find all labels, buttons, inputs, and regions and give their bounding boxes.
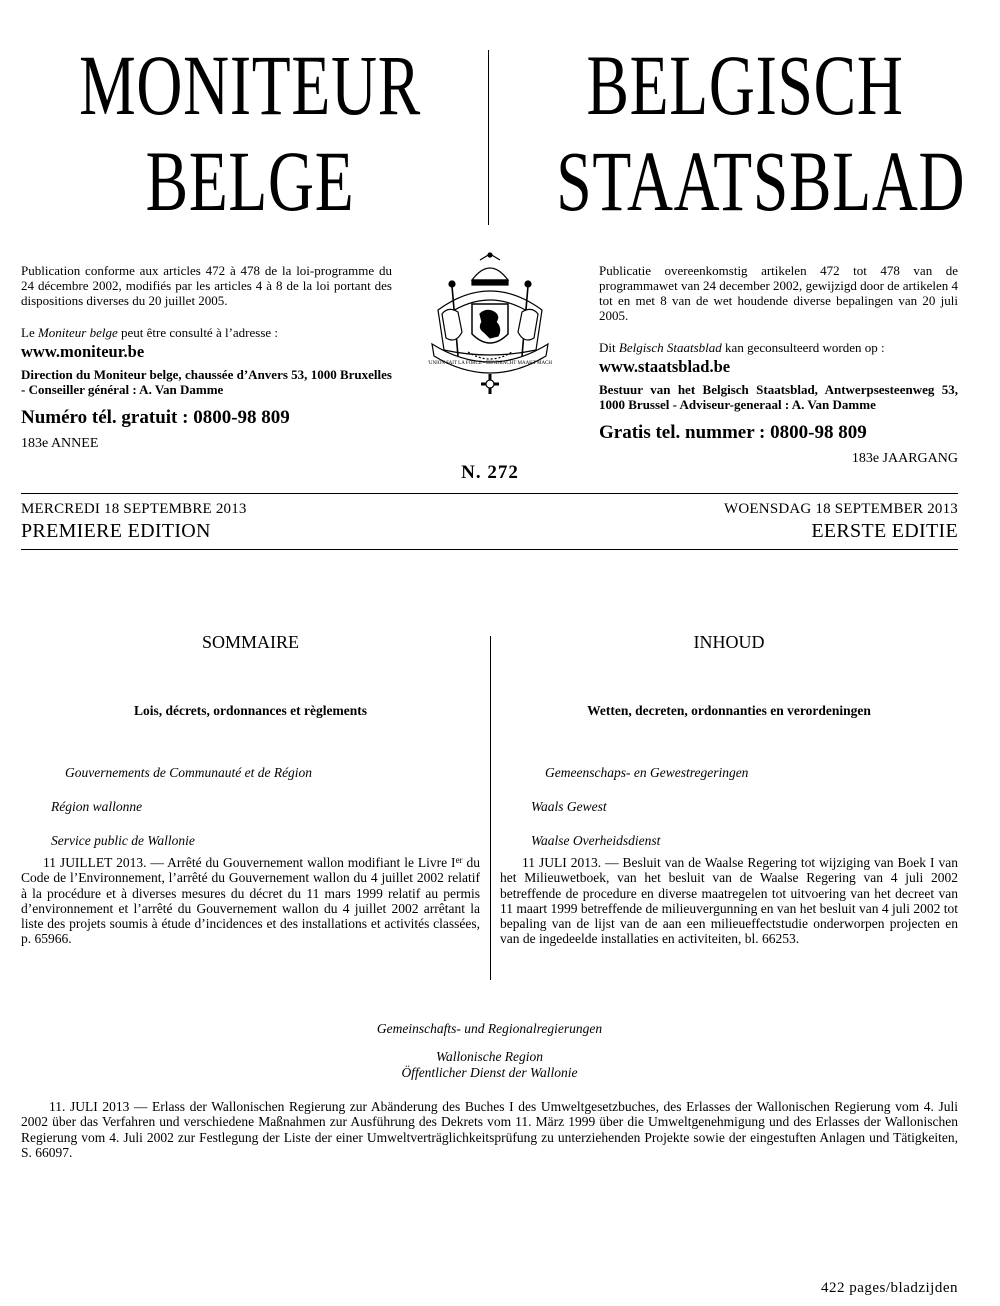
issue-number: N. 272 xyxy=(461,462,519,483)
direction-fr: Direction du Moniteur belge, chaussée d’Anvers 53, 1000 Bruxelles - Conseiller général : A. Van Damme xyxy=(21,367,392,397)
right-info xyxy=(599,263,958,466)
masthead-fr-line1: MONITEUR xyxy=(79,37,421,133)
service-nl: Waalse Overheidsdienst xyxy=(531,833,661,848)
publication-notice-fr: Publication conforme aux articles 472 à 478 de la loi-programme du 24 décembre 2002, modifiés par les articles 4 à 8 de la loi portant des dispositions diverses du 20 juillet 2005. xyxy=(21,263,392,308)
region-fr: Région wallonne xyxy=(51,799,143,814)
edition-fr: PREMIERE EDITION xyxy=(21,520,211,542)
consult-fr: Le Moniteur belge peut être consulté à l’adresse : xyxy=(21,325,279,340)
sommaire-heading: SOMMAIRE xyxy=(201,632,299,652)
gov-nl: Gemeenschaps- en Gewestregeringen xyxy=(545,765,749,780)
url-staatsblad[interactable]: www.staatsblad.be xyxy=(599,357,731,376)
fr-column xyxy=(21,632,480,947)
consult-nl: Dit Belgisch Staatsblad kan geconsulteerd worden op : xyxy=(599,340,885,355)
coat-of-arms-motto: L'UNION FAIT LA FORCE - EENDRACHT MAAKT MACHT xyxy=(428,361,552,366)
direction-nl: Bestuur van het Belgisch Staatsblad, Antwerpsesteenweg 53, 1000 Brussel - Adviseur-generaal : A. Van Damme xyxy=(599,382,958,412)
url-moniteur[interactable]: www.moniteur.be xyxy=(21,342,145,361)
gov-fr: Gouvernements de Communauté et de Région xyxy=(65,765,313,780)
masthead-fr xyxy=(65,37,435,229)
column-divider xyxy=(490,636,491,980)
gov-de: Gemeinschafts- und Regionalregierungen xyxy=(376,1021,603,1036)
inhoud-heading: INHOUD xyxy=(693,632,765,652)
date-nl: WOENSDAG 18 SEPTEMBER 2013 xyxy=(724,501,958,517)
masthead-nl-line2: STAATSBLAD xyxy=(556,133,966,229)
section-fr: Lois, décrets, ordonnances et règlements xyxy=(134,703,367,718)
rule-bottom xyxy=(21,549,958,550)
section-nl: Wetten, decreten, ordonnanties en verordeningen xyxy=(587,703,871,718)
entry-fr: 11 JUILLET 2013. — Arrêté du Gouvernement wallon modifiant le Livre Ier du Code de l’Environnement, l’arrêté du Gouvernement wallon du 4 juillet 2002 relatif à la procédure et à diverses mesures du décret du 11 mars 1999 relatif au permis d’environnement et l’arrêté du Gouvernement wallon du 4 juillet 2002 arrêtant la liste des projets soumis à étude d’incidences et des installations et activités classées, p. 65966. xyxy=(21,855,480,947)
de-section xyxy=(21,1021,958,1160)
year-fr: 183e ANNEE xyxy=(21,436,99,451)
left-info xyxy=(21,263,392,451)
nl-column xyxy=(500,632,958,947)
region-nl: Waals Gewest xyxy=(531,799,607,814)
masthead-divider xyxy=(488,50,489,225)
edition-nl: EERSTE EDITIE xyxy=(811,520,958,542)
belgian-coat-of-arms-icon xyxy=(428,252,552,398)
entry-de: 11. JULI 2013 — Erlass der Wallonischen Regierung zur Abänderung des Buches I des Umweltgesetzbuches, des Erlasses der Wallonischen Regierung vom 4. Juli 2002 über das Verfahren und verschiedene Maßnahmen zur Ausführung des Dekrets vom 11. März 1999 über die Umweltgenehmigung und des Erlasses der Wallonischen Regierung vom 4. Juli 2002 zur Festlegung der Liste der einer Umweltverträglichkeitsprüfung zu unterziehenden Projekte sowie der eingestuften Anlagen und Tätigkeiten, S. 66097. xyxy=(21,1099,958,1160)
phone-fr: Numéro tél. gratuit : 0800-98 809 xyxy=(21,407,290,428)
entry-nl: 11 JULI 2013. — Besluit van de Waalse Regering tot wijziging van Boek I van het Milieuwetboek, van het besluit van de Waalse Regering van 4 juli 2002 betreffende de procedure en diverse maatregelen tot uitvoering van het decreet van 11 maart 1999 betreffende de milieuvergunning en van het besluit van 4 juli 2002 tot bepaling van de lijst van de aan een milieueffectstudie onderworpen projecten en van de ingedeelde installaties en activiteiten, bl. 66253. xyxy=(500,855,958,947)
year-nl: 183e JAARGANG xyxy=(851,451,958,466)
masthead-fr-line2: BELGE xyxy=(145,133,355,229)
service-de: Öffentlicher Dienst der Wallonie xyxy=(401,1065,578,1080)
page-count: 422 pages/bladzijden xyxy=(820,1280,958,1296)
region-de: Wallonische Region xyxy=(435,1049,544,1064)
service-fr: Service public de Wallonie xyxy=(51,833,195,848)
publication-notice-nl: Publicatie overeenkomstig artikelen 472 tot 478 van de programmawet van 24 december 2002, gewijzigd door de artikelen 4 tot en met 8 van de wet houdende diverse bepalingen van 20 juli 2005. xyxy=(599,263,958,323)
masthead-nl-line1: BELGISCH xyxy=(586,37,904,133)
rule-top xyxy=(21,493,958,494)
date-fr: MERCREDI 18 SEPTEMBRE 2013 xyxy=(21,501,247,517)
masthead-nl xyxy=(556,37,966,229)
phone-nl: Gratis tel. nummer : 0800-98 809 xyxy=(599,422,867,443)
